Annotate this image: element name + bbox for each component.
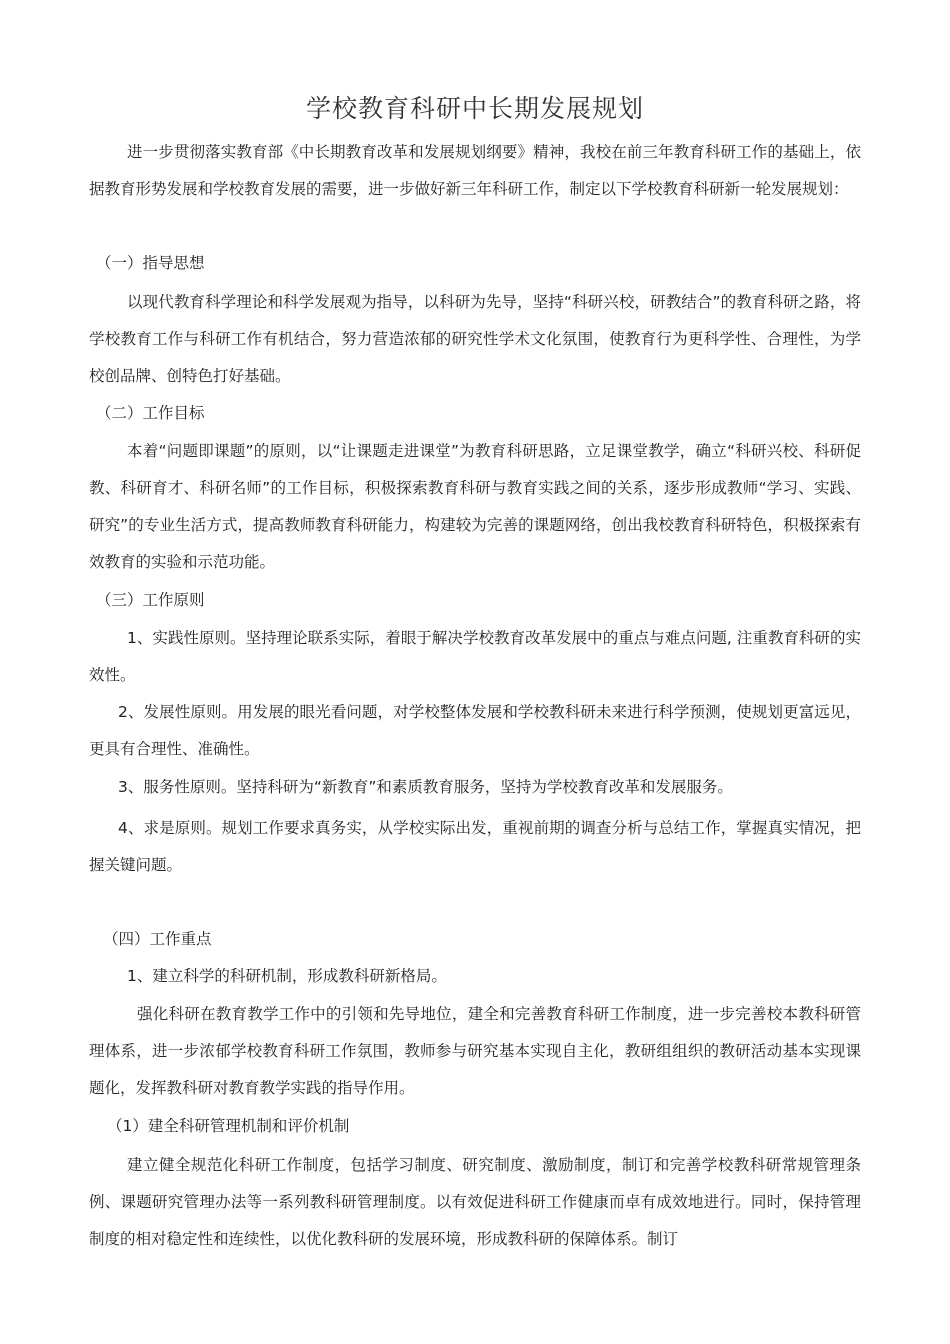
principle-item: 2、发展性原则。用发展的眼光看问题，对学校整体发展和学校教科研未来进行科学预测，使规划更富远见，更具有合理性、准确性。 [89, 703, 861, 758]
principle-item: 4、求是原则。规划工作要求真务实，从学校实际出发，重视前期的调查分析与总结工作，掌握真实情况，把握关键问题。 [89, 819, 861, 874]
document-title: 学校教育科研中长期发展规划 [305, 94, 644, 123]
focus-subheading-1-1: （1）建全科研管理机制和评价机制 [107, 1117, 350, 1135]
principle-item: 3、服务性原则。坚持科研为“新教育”和素质教育服务，坚持为学校教育改革和发展服务。 [118, 778, 733, 796]
work-goals-paragraph: 本着“问题即课题”的原则，以“让课题走进课堂”为教育科研思路，立足课堂教学，确立“科研兴校、科研促教、科研育才、科研名师”的工作目标，积极探索教育科研与教育实践之间的关系，逐步形成教师“学习、实践、研究”的专业生活方式，提高教师教育科研能力，构建较为完善的课题网络，创出我校教育科研特色，积极探索有效教育的实验和示范功能。 [89, 442, 861, 571]
section-heading-work-principles: （三）工作原则 [96, 591, 205, 609]
principle-item: 1、实践性原则。坚持理论联系实际，着眼于解决学校教育改革发展中的重点与难点问题, 注重教育科研的实效性。 [89, 629, 861, 684]
guiding-ideology-paragraph: 以现代教育科学理论和科学发展观为指导，以科研为先导，坚持“科研兴校，研教结合”的教育科研之路，将学校教育工作与科研工作有机结合，努力营造浓郁的研究性学术文化氛围，使教育行为更科学性、合理性，为学校创品牌、创特色打好基础。 [89, 293, 861, 385]
section-heading-work-focus: （四）工作重点 [103, 930, 212, 948]
focus-subheading-1: 1、建立科学的科研机制，形成教科研新格局。 [127, 967, 447, 985]
section-heading-guiding-ideology: （一）指导思想 [96, 254, 205, 272]
focus-1-1-paragraph: 建立健全规范化科研工作制度，包括学习制度、研究制度、激励制度，制订和完善学校教科研常规管理条例、课题研究管理办法等一系列教科研管理制度。以有效促进科研工作健康而卓有成效地进行。同时，保持管理制度的相对稳定性和连续性，以优化教科研的发展环境，形成教科研的保障体系。制订 [89, 1156, 861, 1248]
focus-1-paragraph: 强化科研在教育教学工作中的引领和先导地位，建全和完善教育科研工作制度，进一步完善校本教科研管理体系，进一步浓郁学校教育科研工作氛围，教师参与研究基本实现自主化，教研组组织的教研活动基本实现课题化，发挥教科研对教育教学实践的指导作用。 [89, 1005, 861, 1097]
section-heading-work-goals: （二）工作目标 [96, 404, 205, 422]
intro-paragraph: 进一步贯彻落实教育部《中长期教育改革和发展规划纲要》精神，我校在前三年教育科研工作的基础上，依据教育形势发展和学校教育发展的需要，进一步做好新三年科研工作，制定以下学校教育科研新一轮发展规划： [89, 143, 861, 198]
